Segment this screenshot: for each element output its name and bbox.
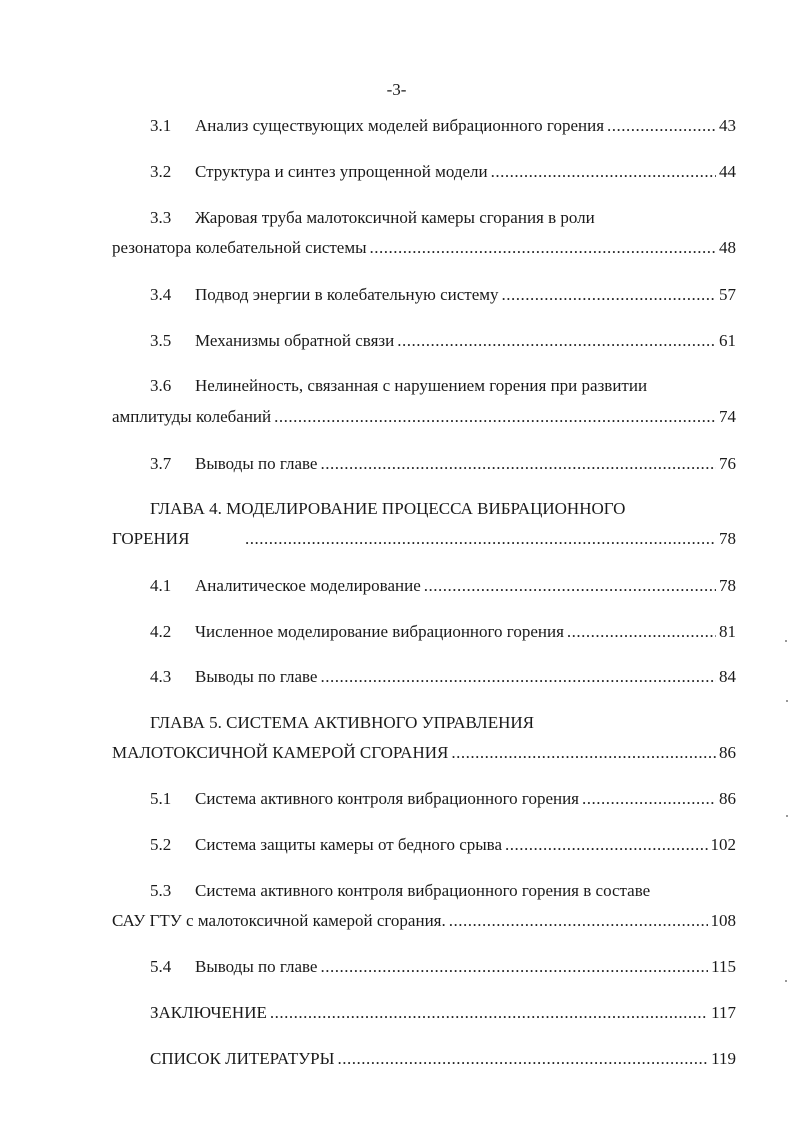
references-title: СПИСОК ЛИТЕРАТУРЫ (150, 1049, 335, 1068)
toc-entry-5-2[interactable] (0, 833, 793, 857)
section-title-line2: САУ ГТУ с малотоксичной камерой сгорания. (112, 911, 446, 930)
dot-leader (505, 833, 707, 857)
page-ref: 57 (719, 285, 736, 304)
toc-entry-3-1[interactable] (0, 114, 793, 138)
page-ref: 102 (710, 835, 736, 854)
section-title: Механизмы обратной связи (195, 331, 395, 350)
toc-entry-5-4[interactable] (0, 955, 793, 979)
dot-leader (424, 574, 716, 598)
section-number: 3.5 (150, 331, 172, 350)
page-ref: 76 (719, 454, 736, 473)
toc-entry-3-5[interactable] (0, 329, 793, 353)
page-ref: 48 (719, 238, 736, 257)
page-ref: 84 (719, 667, 736, 686)
section-title: Выводы по главе (195, 667, 318, 686)
page-ref: 119 (711, 1049, 736, 1068)
toc-entry-3-2[interactable] (0, 160, 793, 184)
dot-leader (274, 405, 716, 429)
page-ref: 115 (711, 957, 736, 976)
section-number: 4.2 (150, 622, 172, 641)
dot-leader (449, 909, 708, 933)
page-ref: 78 (719, 529, 736, 548)
dot-leader (491, 160, 716, 184)
section-number: 3.6 (150, 376, 172, 395)
section-title-line1: Жаровая труба малотоксичной камеры сгорания в роли (195, 208, 595, 227)
section-title: Численное моделирование вибрационного горения (195, 622, 564, 641)
section-title-line2: резонатора колебательной системы (112, 238, 367, 257)
page-ref: 86 (719, 789, 736, 808)
dot-leader (245, 527, 716, 551)
scan-speck (786, 815, 788, 817)
section-number: 3.1 (150, 116, 172, 135)
chapter-title-line1: ГЛАВА 4. МОДЕЛИРОВАНИЕ ПРОЦЕССА ВИБРАЦИОННОГО (150, 499, 626, 518)
section-number: 5.4 (150, 957, 172, 976)
page-ref: 81 (719, 622, 736, 641)
toc-chapter-5-cont[interactable] (0, 741, 793, 765)
dot-leader (607, 114, 716, 138)
page-ref: 61 (719, 331, 736, 350)
toc-chapter-5[interactable] (0, 711, 793, 735)
section-number: 4.3 (150, 667, 172, 686)
section-title: Система активного контроля вибрационного горения (195, 789, 580, 808)
toc-chapter-4-cont[interactable] (0, 527, 793, 551)
dot-leader (370, 236, 716, 260)
toc-entry-4-3[interactable] (0, 665, 793, 689)
toc-entry-4-1[interactable] (0, 574, 793, 598)
toc-entry-3-4[interactable] (0, 283, 793, 307)
scan-speck (785, 980, 787, 982)
toc-entry-5-1[interactable] (0, 787, 793, 811)
dot-leader (320, 665, 716, 689)
section-title: Система защиты камеры от бедного срыва (195, 835, 503, 854)
toc-references[interactable] (0, 1047, 793, 1071)
dot-leader (270, 1001, 708, 1025)
chapter-title-line2: МАЛОТОКСИЧНОЙ КАМЕРОЙ СГОРАНИЯ (112, 743, 449, 762)
section-title-line2: амплитуды колебаний (112, 407, 272, 426)
section-title: Подвод энергии в колебательную систему (195, 285, 499, 304)
toc-entry-5-3[interactable] (0, 879, 793, 903)
dot-leader (337, 1047, 708, 1071)
page-ref: 117 (711, 1003, 736, 1022)
section-title-line1: Нелинейность, связанная с нарушением горения при развитии (195, 376, 648, 395)
toc-chapter-4[interactable] (0, 497, 793, 521)
dot-leader (320, 452, 716, 476)
chapter-title-line1: ГЛАВА 5. СИСТЕМА АКТИВНОГО УПРАВЛЕНИЯ (150, 713, 534, 732)
page-ref: 86 (719, 743, 736, 762)
section-number: 3.3 (150, 208, 172, 227)
section-title: Выводы по главе (195, 957, 318, 976)
chapter-title-line2: ГОРЕНИЯ (112, 529, 190, 548)
section-title: Структура и синтез упрощенной модели (195, 162, 488, 181)
section-number: 3.2 (150, 162, 172, 181)
page-ref: 43 (719, 116, 736, 135)
section-title-line1: Система активного контроля вибрационного горения в составе (195, 881, 651, 900)
section-number: 4.1 (150, 576, 172, 595)
section-title: Аналитическое моделирование (195, 576, 421, 595)
toc-entry-5-3-cont[interactable] (0, 909, 793, 933)
toc-entry-3-7[interactable] (0, 452, 793, 476)
toc-entry-4-2[interactable] (0, 620, 793, 644)
page-number: -3- (386, 80, 407, 99)
dot-leader (567, 620, 716, 644)
dot-leader (502, 283, 716, 307)
section-title: Выводы по главе (195, 454, 318, 473)
toc-entry-3-6[interactable] (0, 374, 793, 398)
page-ref: 78 (719, 576, 736, 595)
section-number: 3.4 (150, 285, 172, 304)
section-title: Анализ существующих моделей вибрационного горения (195, 116, 605, 135)
dot-leader (582, 787, 716, 811)
section-number: 5.2 (150, 835, 172, 854)
dot-leader (451, 741, 716, 765)
toc-conclusion[interactable] (0, 1001, 793, 1025)
dot-leader (397, 329, 716, 353)
toc-entry-3-3-cont[interactable] (0, 236, 793, 260)
section-number: 3.7 (150, 454, 172, 473)
section-number: 5.3 (150, 881, 172, 900)
toc-entry-3-6-cont[interactable] (0, 405, 793, 429)
section-number: 5.1 (150, 789, 172, 808)
page-ref: 108 (710, 911, 736, 930)
conclusion-title: ЗАКЛЮЧЕНИЕ (150, 1003, 267, 1022)
scan-speck (786, 700, 788, 702)
page-ref: 44 (719, 162, 736, 181)
scan-speck (785, 640, 787, 642)
toc-entry-3-3[interactable] (0, 206, 793, 230)
page-ref: 74 (719, 407, 736, 426)
dot-leader (320, 955, 708, 979)
